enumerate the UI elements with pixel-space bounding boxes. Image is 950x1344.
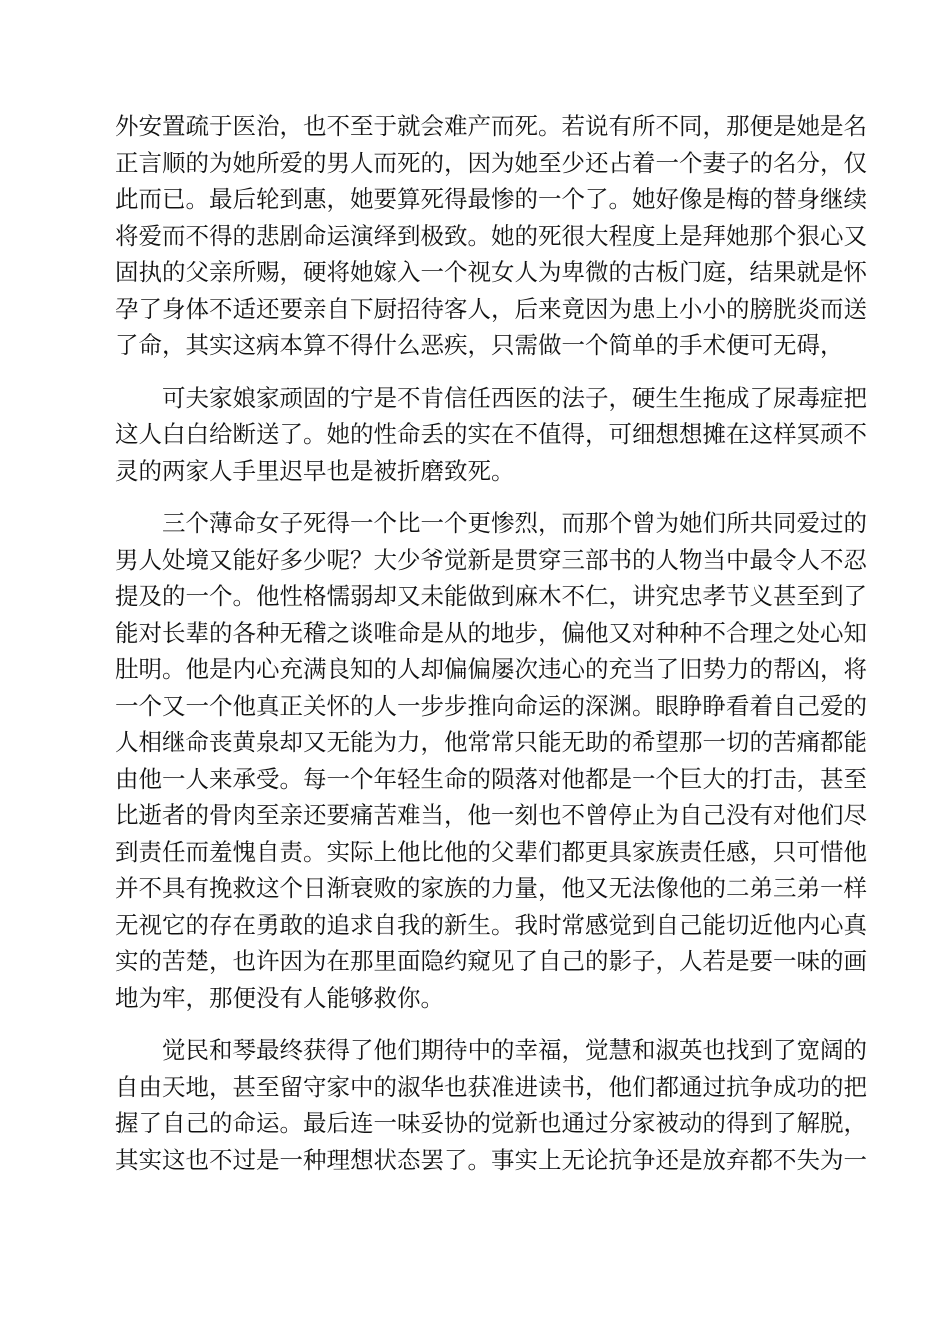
paragraph-4 (115, 1032, 867, 1178)
text-line: 固执的父亲所赐，硬将她嫁入一个视女人为卑微的古板门庭，结果就是怀 (115, 258, 867, 286)
text-line: 人相继命丧黄泉却又无能为力，他常常只能无助的希望那一切的苦痛都能 (115, 728, 867, 756)
document-page (115, 108, 867, 1194)
text-line: 能对长辈的各种无稽之谈唯命是从的地步，偏他又对种种不合理之处心知 (115, 618, 867, 647)
paragraph-3 (115, 505, 867, 1016)
text-line: 实的苦楚，也许因为在那里面隐约窥见了自己的影子，人若是要一味的画 (115, 947, 867, 975)
text-line: 比逝者的骨肉至亲还要痛苦难当，他一刻也不曾停止为自己没有对他们尽 (115, 801, 867, 829)
text-line: 灵的两家人手里迟早也是被折磨致死。 (115, 456, 515, 485)
text-line: 将爱而不得的悲剧命运演绎到极致。她的死很大程度上是拜她那个狠心又 (115, 221, 867, 250)
text-line: 男人处境又能好多少呢？大少爷觉新是贯穿三部书的人物当中最令人不忍 (115, 545, 867, 574)
text-line: 由他一人来承受。每一个年轻生命的陨落对他都是一个巨大的打击，甚至 (115, 764, 867, 793)
text-line: 此而已。最后轮到惠，她要算死得最惨的一个了。她好像是梅的替身继续 (115, 185, 867, 213)
text-line: 其实这也不过是一种理想状态罢了。事实上无论抗争还是放弃都不失为一 (115, 1145, 867, 1174)
text-line: 提及的一个。他性格懦弱却又未能做到麻木不仁，讲究忠孝节义甚至到了 (115, 582, 867, 610)
text-line: 无视它的存在勇敢的追求自我的新生。我时常感觉到自己能切近他内心真 (115, 910, 867, 939)
text-line: 一个又一个他真正关怀的人一步步推向命运的深渊。眼睁睁看着自己爱的 (115, 691, 867, 720)
text-line: 觉民和琴最终获得了他们期待中的幸福，觉慧和淑英也找到了宽阔的 (162, 1036, 867, 1064)
text-line: 握了自己的命运。最后连一味妥协的觉新也通过分家被动的得到了解脱， (115, 1109, 867, 1137)
text-line: 了命，其实这病本算不得什么恶疾，只需做一个简单的手术便可无碍， (115, 331, 844, 359)
paragraph-1 (115, 108, 867, 364)
text-line: 并不具有挽救这个日渐衰败的家族的力量，他又无法像他的二弟三弟一样 (115, 874, 867, 902)
text-line: 三个薄命女子死得一个比一个更惨烈，而那个曾为她们所共同爱过的 (162, 509, 867, 537)
text-line: 正言顺的为她所爱的男人而死的，因为她至少还占着一个妻子的名分，仅 (115, 148, 867, 177)
text-line: 肚明。他是内心充满良知的人却偏偏屡次违心的充当了旧势力的帮凶，将 (115, 655, 867, 683)
text-line: 自由天地，甚至留守家中的淑华也获准进读书，他们都通过抗争成功的把 (115, 1072, 867, 1101)
paragraph-2 (115, 380, 867, 490)
text-line: 外安置疏于医治，也不至于就会难产而死。若说有所不同，那便是她是名 (115, 112, 867, 140)
text-line: 孕了身体不适还要亲自下厨招待客人，后来竟因为患上小小的膀胱炎而送 (115, 294, 867, 323)
text-line: 可夫家娘家顽固的宁是不肯信任西医的法子，硬生生拖成了尿毒症把 (162, 383, 867, 412)
text-line: 地为牢，那便没有人能够救你。 (115, 983, 444, 1012)
text-line: 这人白白给断送了。她的性命丢的实在不值得，可细想想摊在这样冥顽不 (115, 420, 867, 448)
text-line: 到责任而羞愧自责。实际上他比他的父辈们都更具家族责任感，只可惜他 (115, 837, 867, 866)
